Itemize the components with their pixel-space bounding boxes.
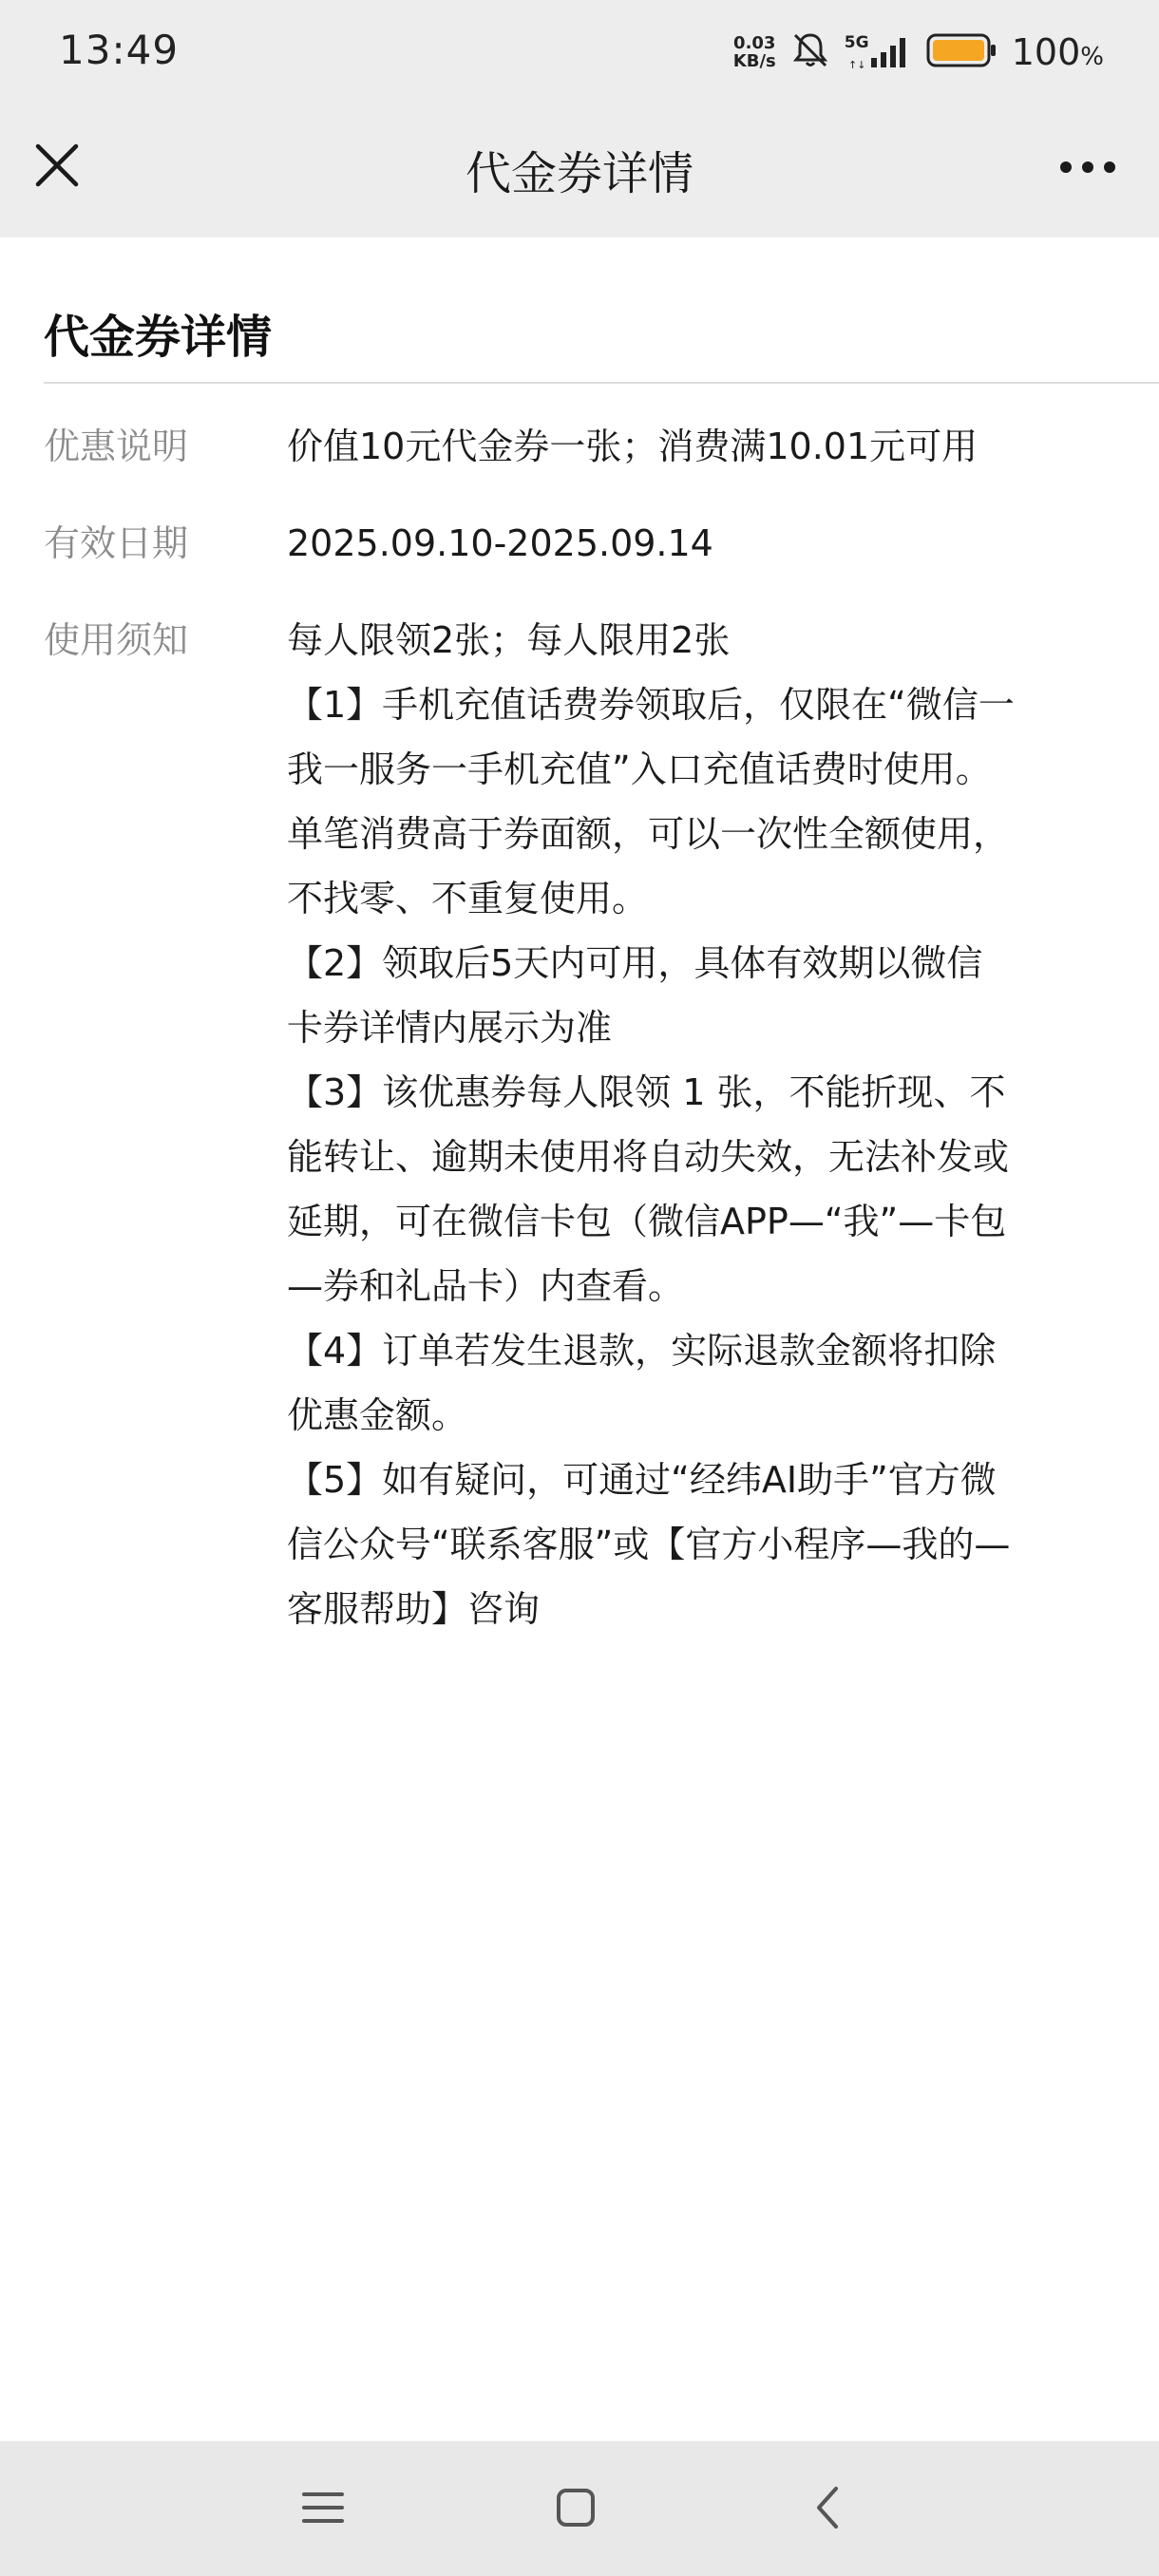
menu-icon (294, 2479, 352, 2536)
nav-bar (0, 104, 1159, 237)
status-bar (0, 0, 1159, 104)
notice-line: 【3】该优惠券每人限领 1 张，不能折现、不 (287, 1071, 1006, 1113)
net-speed-value: 0.03 (733, 33, 776, 53)
notice-line: 延期，可在微信卡包（微信APP—“我”—卡包 (287, 1201, 1007, 1242)
page-title: 代金券详情 (465, 147, 694, 200)
row-label: 优惠说明 (44, 426, 189, 467)
notice-line: 每人限领2张；每人限用2张 (287, 619, 731, 661)
notice-line: 【2】领取后5天内可用，具体有效期以微信 (287, 942, 983, 984)
row-value: 价值10元代金券一张；消费满10.01元可用 (287, 426, 978, 467)
net-speed-unit: KB/s (732, 51, 776, 71)
signal-5g-icon (845, 33, 913, 71)
more-icon (1054, 148, 1121, 186)
back-icon (800, 2479, 857, 2536)
home-icon (547, 2479, 604, 2536)
notice-line: 【4】订单若发生退款，实际退款金额将扣除 (287, 1330, 997, 1372)
notice-line: 卡券详情内展示为准 (287, 1007, 613, 1049)
notice-line: 单笔消费高于券面额，可以一次性全额使用， (287, 813, 1010, 855)
usage-notice-text (287, 608, 1142, 1641)
row-value: 2025.09.10-2025.09.14 (287, 522, 713, 564)
svg-text:↑↓: ↑↓ (847, 59, 866, 71)
home-button[interactable] (547, 2479, 604, 2536)
more-button[interactable] (1054, 148, 1121, 186)
battery-percent (1012, 31, 1104, 73)
status-time: 13:49 (59, 27, 180, 73)
section-title: 代金券详情 (44, 311, 273, 364)
status-icons (733, 28, 1104, 76)
system-nav-bar (0, 2441, 1159, 2576)
bell-muted-icon (789, 29, 831, 75)
notice-line: 能转让、逾期未使用将自动失效，无法补发或 (287, 1136, 1010, 1178)
back-button[interactable] (800, 2479, 857, 2536)
notice-line: —券和礼品卡）内查看。 (287, 1265, 685, 1307)
menu-button[interactable] (294, 2479, 352, 2536)
row-label: 使用须知 (44, 619, 189, 661)
notice-line: 我一服务一手机充值”入口充值话费时使用。 (287, 748, 992, 790)
battery-percent-unit: % (1080, 43, 1104, 71)
battery-icon (926, 31, 998, 73)
battery-percent-value: 100 (1011, 31, 1081, 73)
row-label: 有效日期 (44, 522, 189, 564)
notice-line: 不找零、不重复使用。 (287, 878, 649, 919)
notice-line: 优惠金额。 (287, 1394, 468, 1436)
notice-line: 客服帮助】咨询 (287, 1588, 541, 1630)
net-speed (733, 34, 776, 70)
notice-line: 【1】手机充值话费券领取后，仅限在“微信一 (287, 684, 1015, 726)
notice-line: 【5】如有疑问，可通过“经纬AI助手”官方微 (287, 1459, 997, 1501)
section-divider (44, 382, 1159, 384)
notice-line: 信公众号“联系客服”或【官方小程序—我的— (287, 1524, 1011, 1565)
network-label: 5G (844, 33, 869, 52)
